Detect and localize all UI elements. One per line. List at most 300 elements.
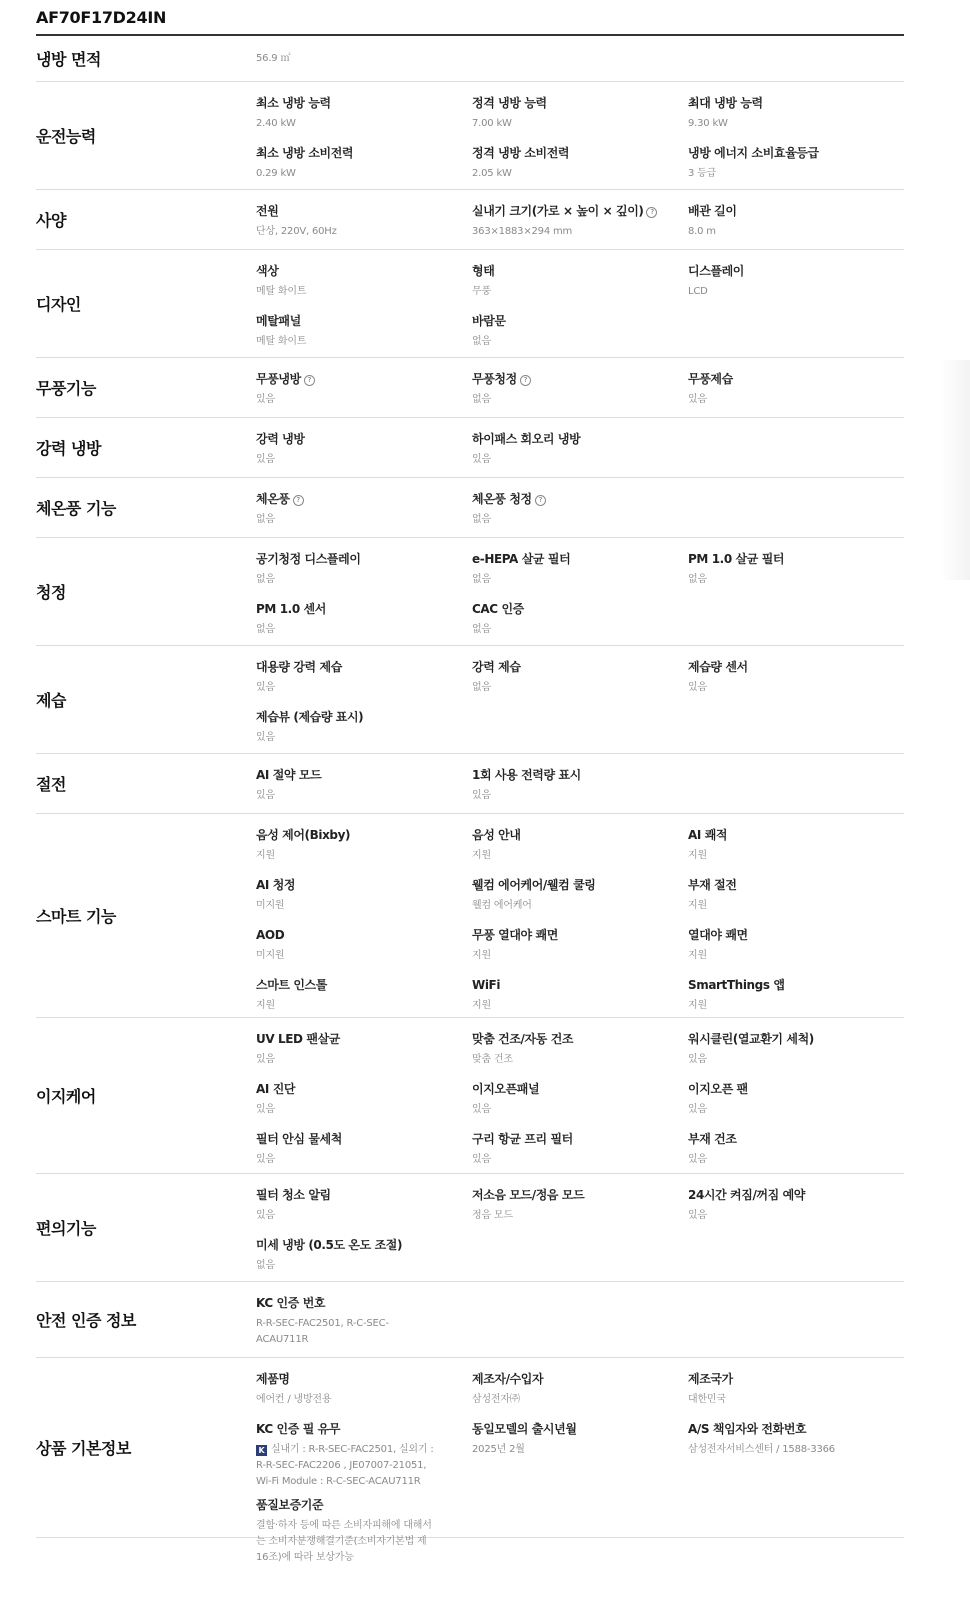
spec-value	[688, 1152, 904, 1168]
spec-section	[36, 646, 904, 754]
spec-value	[256, 224, 472, 240]
spec-item	[256, 766, 472, 816]
spec-label: 제습량 센서	[688, 660, 748, 674]
spec-label: PM 1.0 센서	[256, 602, 326, 616]
spec-item	[472, 1080, 688, 1130]
spec-label: 워시클린(열교환기 세척)	[688, 1032, 814, 1046]
spec-value	[256, 1442, 434, 1490]
spec-value-text: 56.9 ㎡	[256, 52, 291, 64]
spec-value	[688, 1052, 904, 1068]
spec-value-text: 없음	[472, 394, 491, 405]
spec-label: 동일모델의 출시년월	[472, 1422, 577, 1436]
spec-value-text: 지원	[472, 850, 491, 861]
spec-item	[256, 144, 472, 194]
spec-value	[472, 1152, 688, 1168]
spec-items	[256, 1018, 904, 1173]
spec-item	[688, 826, 904, 876]
spec-label: 이지오픈 팬	[688, 1082, 748, 1096]
spec-item	[256, 51, 472, 67]
section-title: 청정	[36, 583, 66, 602]
spec-label: 구리 항균 프리 필터	[472, 1132, 573, 1146]
spec-value	[256, 116, 472, 132]
spec-value	[472, 284, 688, 300]
spec-list	[36, 36, 904, 1563]
spec-label: A/S 책임자와 전화번호	[688, 1422, 807, 1436]
info-icon[interactable]: ?	[293, 495, 304, 506]
spec-value	[688, 1208, 904, 1224]
spec-label: AI 쾌적	[688, 828, 728, 842]
spec-label: 냉방 에너지 소비효율등급	[688, 146, 819, 160]
spec-item	[256, 1080, 472, 1130]
spec-value	[256, 848, 472, 864]
spec-value	[472, 622, 688, 638]
spec-label: 체온풍 청정 ?	[472, 490, 688, 508]
spec-label: 전원	[256, 204, 279, 218]
spec-label: 무풍청정 ?	[472, 370, 688, 388]
section-title: 편의기능	[36, 1219, 96, 1238]
spec-value-text: 있음	[472, 790, 491, 801]
spec-value	[256, 788, 472, 804]
spec-label: 음성 안내	[472, 828, 521, 842]
spec-value-text: 있음	[256, 394, 275, 405]
spec-label: KC 인증 필 유무	[256, 1422, 341, 1436]
spec-section	[36, 1282, 904, 1358]
spec-item	[256, 1370, 472, 1420]
spec-label: 공기청정 디스플레이	[256, 552, 361, 566]
spec-item	[688, 1370, 904, 1420]
spec-value	[472, 1052, 688, 1068]
spec-label: 최소 냉방 능력	[256, 96, 331, 110]
spec-value-text: 무풍	[472, 286, 491, 297]
spec-item	[256, 202, 472, 252]
spec-item	[472, 94, 688, 144]
spec-value	[688, 224, 904, 240]
spec-item	[256, 430, 472, 480]
spec-item	[688, 1030, 904, 1080]
spec-label: CAC 인증	[472, 602, 524, 616]
spec-value-text: 있음	[688, 394, 707, 405]
spec-label: KC 인증 번호	[256, 1296, 326, 1310]
spec-item	[472, 490, 688, 540]
spec-items	[256, 1358, 904, 1563]
spec-value	[472, 948, 688, 964]
spec-value	[472, 1392, 688, 1408]
spec-label: 강력 제습	[472, 660, 521, 674]
spec-value	[256, 512, 472, 528]
info-icon[interactable]: ?	[535, 495, 546, 506]
spec-value	[256, 730, 472, 746]
spec-label: AOD	[256, 928, 285, 942]
spec-label: PM 1.0 살균 필터	[688, 552, 785, 566]
section-title: 스마트 기능	[36, 907, 116, 926]
spec-value-text: R-R-SEC-FAC2501, R-C-SEC-ACAU711R	[256, 1318, 389, 1345]
spec-value-text: 0.29 kW	[256, 168, 296, 179]
spec-value-text: LCD	[688, 286, 708, 297]
spec-item	[472, 1186, 688, 1236]
spec-value	[256, 284, 472, 300]
spec-value	[688, 998, 904, 1014]
spec-item	[472, 600, 688, 650]
spec-value-text: 단상, 220V, 60Hz	[256, 226, 337, 237]
spec-value	[472, 680, 688, 696]
spec-value-text: 있음	[688, 1154, 707, 1165]
spec-value	[688, 680, 904, 696]
spec-value-text: 8.0 m	[688, 226, 716, 237]
spec-value-text: 있음	[688, 682, 707, 693]
spec-value-text: 있음	[472, 454, 491, 465]
spec-label: 메탈패널	[256, 314, 301, 328]
section-title: 사양	[36, 211, 66, 230]
spec-value-text: 지원	[256, 850, 275, 861]
spec-value-text: 있음	[688, 1054, 707, 1065]
spec-value-text: 에어컨 / 냉방전용	[256, 1394, 332, 1405]
spec-value	[472, 512, 688, 528]
spec-value	[472, 1208, 688, 1224]
spec-value	[256, 1102, 472, 1118]
spec-container	[36, 0, 904, 1563]
spec-value-text: 있음	[256, 1154, 275, 1165]
spec-value	[256, 392, 472, 408]
spec-value	[472, 116, 688, 132]
spec-section	[36, 82, 904, 190]
spec-value	[472, 1442, 688, 1458]
spec-value	[688, 1442, 904, 1458]
spec-label: 무풍냉방 ?	[256, 370, 472, 388]
spec-label: 이지오픈패널	[472, 1082, 540, 1096]
spec-value-text: 있음	[256, 1104, 275, 1115]
spec-value	[472, 572, 688, 588]
spec-value	[472, 998, 688, 1014]
spec-label: UV LED 팬살균	[256, 1032, 340, 1046]
spec-items	[256, 646, 904, 753]
spec-value-text: 지원	[472, 950, 491, 961]
spec-item	[256, 490, 472, 540]
spec-value-text: 웰컴 에어케어	[472, 900, 532, 911]
spec-item	[472, 926, 688, 976]
spec-label: 색상	[256, 264, 279, 278]
spec-label: 음성 제어(Bixby)	[256, 828, 351, 842]
spec-value-text: 있음	[256, 454, 275, 465]
section-title: 디자인	[36, 295, 81, 314]
section-title: 안전 인증 정보	[36, 1311, 136, 1330]
spec-items	[256, 754, 904, 813]
section-title: 냉방 면적	[36, 50, 101, 69]
spec-items	[256, 1174, 904, 1281]
spec-label: 체온풍 ?	[256, 490, 472, 508]
spec-item	[256, 826, 472, 876]
spec-item	[256, 370, 472, 420]
spec-item	[688, 94, 904, 144]
spec-item	[256, 262, 472, 312]
spec-value-text: 삼성전자㈜	[472, 1394, 520, 1405]
spec-item	[256, 1236, 472, 1286]
spec-item	[256, 312, 472, 362]
spec-value	[472, 452, 688, 468]
spec-value	[256, 1258, 472, 1274]
spec-section	[36, 250, 904, 358]
section-title: 이지케어	[36, 1087, 96, 1106]
spec-item	[688, 1420, 904, 1470]
spec-value-text: 7.00 kW	[472, 118, 512, 129]
spec-label: 1회 사용 전력량 표시	[472, 768, 581, 782]
spec-section	[36, 1174, 904, 1282]
spec-value-text: 미지원	[256, 950, 285, 961]
spec-items	[256, 358, 904, 417]
spec-value-text: 없음	[688, 574, 707, 585]
side-shadow	[940, 360, 970, 580]
spec-value-text: 지원	[688, 900, 707, 911]
spec-section	[36, 358, 904, 418]
spec-value-text: 메탈 화이트	[256, 286, 307, 297]
spec-value-text: 있음	[256, 1054, 275, 1065]
spec-value-text: 지원	[688, 950, 707, 961]
spec-value	[256, 166, 472, 182]
spec-item	[256, 1186, 472, 1236]
spec-item	[256, 876, 472, 926]
spec-value	[688, 166, 904, 182]
spec-value-text: 지원	[688, 1000, 707, 1011]
spec-label: 하이패스 회오리 냉방	[472, 432, 581, 446]
spec-value-text: 없음	[472, 574, 491, 585]
spec-label: 형태	[472, 264, 495, 278]
spec-section	[36, 754, 904, 814]
spec-item	[688, 926, 904, 976]
spec-label: 열대야 쾌면	[688, 928, 748, 942]
spec-item	[472, 370, 688, 420]
spec-label: 디스플레이	[688, 264, 744, 278]
spec-value-text: 없음	[472, 682, 491, 693]
spec-label: 맞춤 건조/자동 건조	[472, 1032, 574, 1046]
spec-value-text: 없음	[256, 624, 275, 635]
spec-item	[472, 262, 688, 312]
spec-value-text: 지원	[256, 1000, 275, 1011]
spec-label: 저소음 모드/정음 모드	[472, 1188, 585, 1202]
spec-value	[256, 334, 472, 350]
spec-value-text: 삼성전자서비스센터 / 1588-3366	[688, 1444, 835, 1455]
model-title: AF70F17D24IN	[36, 0, 904, 36]
spec-value-text: 있음	[688, 1210, 707, 1221]
spec-value	[472, 224, 688, 240]
spec-section	[36, 190, 904, 250]
spec-value-text: 없음	[256, 514, 275, 525]
spec-item	[688, 144, 904, 194]
spec-label: 웰컴 에어케어/웰컴 쿨링	[472, 878, 596, 892]
spec-item	[256, 94, 472, 144]
spec-label: WiFi	[472, 978, 501, 992]
spec-item	[688, 1080, 904, 1130]
spec-value	[256, 1316, 434, 1348]
spec-item	[688, 876, 904, 926]
spec-value	[256, 1208, 472, 1224]
spec-value	[256, 622, 472, 638]
spec-label: e-HEPA 살균 필터	[472, 552, 571, 566]
spec-value-text: 없음	[472, 514, 491, 525]
spec-section	[36, 1018, 904, 1174]
spec-value	[256, 948, 472, 964]
spec-label: 필터 안심 물세척	[256, 1132, 342, 1146]
spec-value-text: 지원	[472, 1000, 491, 1011]
spec-value	[688, 1392, 904, 1408]
spec-label: 무풍제습	[688, 372, 733, 386]
spec-items	[256, 1282, 904, 1357]
spec-value-text: 있음	[256, 1210, 275, 1221]
spec-item	[256, 926, 472, 976]
section-title: 상품 기본정보	[36, 1439, 131, 1458]
spec-item	[472, 144, 688, 194]
spec-item	[472, 1130, 688, 1180]
spec-label: 강력 냉방	[256, 432, 305, 446]
spec-item	[472, 766, 688, 816]
spec-value	[472, 166, 688, 182]
spec-item	[688, 658, 904, 708]
spec-item	[688, 1130, 904, 1180]
spec-value	[472, 788, 688, 804]
spec-label: 대용량 강력 제습	[256, 660, 342, 674]
spec-value	[688, 572, 904, 588]
spec-value	[472, 334, 688, 350]
spec-item	[256, 708, 472, 758]
section-title: 운전능력	[36, 127, 96, 146]
spec-item	[256, 600, 472, 650]
spec-items	[256, 538, 904, 645]
spec-label: 스마트 인스톨	[256, 978, 327, 992]
spec-item	[688, 370, 904, 420]
spec-value-text: 있음	[472, 1154, 491, 1165]
spec-items	[256, 51, 904, 67]
spec-label: 제품명	[256, 1372, 290, 1386]
spec-value-text: 맞춤 건조	[472, 1054, 513, 1065]
spec-label: 부재 건조	[688, 1132, 737, 1146]
spec-label: 무풍 열대야 쾌면	[472, 928, 558, 942]
spec-label: 최소 냉방 소비전력	[256, 146, 354, 160]
spec-value	[688, 392, 904, 408]
spec-label: AI 진단	[256, 1082, 296, 1096]
spec-item	[256, 1294, 472, 1354]
section-title: 절전	[36, 775, 66, 794]
spec-value-text: 정음 모드	[472, 1210, 513, 1221]
spec-item	[472, 312, 688, 362]
spec-value-text: 메탈 화이트	[256, 336, 307, 347]
spec-value-text: 없음	[472, 624, 491, 635]
spec-items	[256, 814, 904, 1017]
spec-label: 배관 길이	[688, 204, 737, 218]
spec-section	[36, 538, 904, 646]
spec-label: 품질보증기준	[256, 1498, 324, 1512]
spec-value-text: 지원	[688, 850, 707, 861]
spec-section	[36, 418, 904, 478]
spec-value	[472, 1102, 688, 1118]
spec-value-text: 있음	[688, 1104, 707, 1115]
section-title: 강력 냉방	[36, 439, 101, 458]
spec-value	[472, 898, 688, 914]
spec-label: 제조자/수입자	[472, 1372, 544, 1386]
spec-value	[688, 116, 904, 132]
spec-section	[36, 478, 904, 538]
spec-value	[472, 848, 688, 864]
spec-item	[688, 262, 904, 312]
spec-label: 부재 절전	[688, 878, 737, 892]
spec-value-text: 대한민국	[688, 1394, 726, 1405]
spec-value	[256, 998, 472, 1014]
spec-value-text: 있음	[256, 682, 275, 693]
spec-value	[256, 1518, 434, 1566]
section-title: 제습	[36, 691, 66, 710]
spec-value-text: 없음	[472, 336, 491, 347]
spec-label: 실내기 크기(가로 × 높이 × 깊이) ?	[472, 202, 688, 220]
spec-item	[472, 202, 688, 252]
spec-items	[256, 190, 904, 249]
section-title: 무풍기능	[36, 379, 96, 398]
spec-label: 24시간 켜짐/꺼짐 예약	[688, 1188, 805, 1202]
spec-value-text: 3 등급	[688, 168, 717, 179]
spec-label: 미세 냉방 (0.5도 온도 조절)	[256, 1238, 403, 1252]
spec-value-text: 있음	[256, 732, 275, 743]
spec-label: AI 청정	[256, 878, 296, 892]
spec-label: 바람문	[472, 314, 506, 328]
spec-value-text: 미지원	[256, 900, 285, 911]
spec-section	[36, 1358, 904, 1563]
spec-label: 제조국가	[688, 1372, 733, 1386]
spec-item	[256, 1420, 472, 1496]
kc-mark-icon: K	[256, 1445, 267, 1456]
spec-value	[688, 848, 904, 864]
spec-value	[256, 51, 472, 67]
spec-label: 정격 냉방 소비전력	[472, 146, 570, 160]
spec-value	[256, 1052, 472, 1068]
info-icon[interactable]: ?	[520, 375, 531, 386]
spec-value-text: 결함·하자 등에 따른 소비자피해에 대해서는 소비자분쟁해결기준(소비자기본법 제16조)에 따라 보상가능	[256, 1520, 432, 1563]
spec-value-text: 있음	[256, 790, 275, 801]
spec-value-text: 2025년 2월	[472, 1444, 525, 1455]
spec-value	[688, 898, 904, 914]
spec-item	[472, 876, 688, 926]
spec-items	[256, 82, 904, 189]
spec-item	[472, 1370, 688, 1420]
spec-label: 최대 냉방 능력	[688, 96, 763, 110]
spec-label: 필터 청소 알림	[256, 1188, 331, 1202]
spec-value-text: 있음	[472, 1104, 491, 1115]
spec-value	[472, 392, 688, 408]
spec-value	[256, 898, 472, 914]
spec-items	[256, 250, 904, 357]
spec-item	[688, 202, 904, 252]
spec-value-text: 363×1883×294 mm	[472, 226, 573, 237]
info-icon[interactable]: ?	[304, 375, 315, 386]
spec-value	[688, 1102, 904, 1118]
spec-item	[472, 1420, 688, 1470]
section-title: 체온풍 기능	[36, 499, 116, 518]
info-icon[interactable]: ?	[646, 207, 657, 218]
spec-value	[688, 948, 904, 964]
spec-item	[688, 1186, 904, 1236]
spec-item	[472, 1030, 688, 1080]
spec-value	[256, 452, 472, 468]
spec-item	[256, 1130, 472, 1180]
spec-value-text: 없음	[256, 574, 275, 585]
spec-label: 정격 냉방 능력	[472, 96, 547, 110]
spec-value	[256, 1152, 472, 1168]
spec-label: SmartThings 앱	[688, 978, 785, 992]
spec-value-text: 실내기 : R-R-SEC-FAC2501, 실외기 : R-R-SEC-FAC2206 , JE07007-21051, Wi-Fi Module : R-C-SEC-ACAU711R	[256, 1444, 434, 1487]
spec-items	[256, 478, 904, 537]
spec-item	[256, 1496, 472, 1572]
spec-section	[36, 814, 904, 1018]
spec-value-text: 2.05 kW	[472, 168, 512, 179]
spec-value-text: 9.30 kW	[688, 118, 728, 129]
spec-value	[688, 284, 904, 300]
spec-item	[472, 826, 688, 876]
spec-item	[256, 550, 472, 600]
